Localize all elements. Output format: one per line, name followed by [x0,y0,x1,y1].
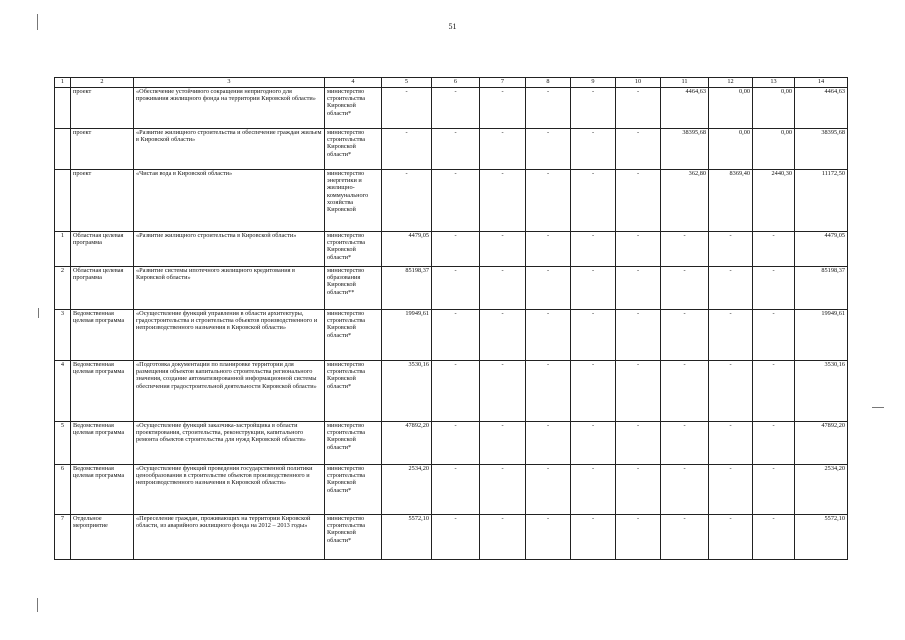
amount-cell: - [571,422,616,465]
amount-cell: - [709,310,753,361]
amount-cell: 38395,68 [661,129,709,170]
program-type: проект [71,129,134,170]
responsible-ministry: министерство строительства Кировской области* [325,361,382,422]
program-name: «Чистая вода в Кировской области» [134,170,325,232]
amount-cell: - [526,232,571,267]
amount-cell: - [753,361,795,422]
amount-cell: - [432,88,480,129]
column-number-11: 11 [661,78,709,88]
amount-cell: 8369,40 [709,170,753,232]
column-number-7: 7 [480,78,526,88]
amount-cell: 4479,05 [795,232,848,267]
amount-cell: 19949,61 [382,310,432,361]
amount-cell: - [526,170,571,232]
amount-cell: - [709,515,753,560]
column-number-14: 14 [795,78,848,88]
amount-cell: - [382,170,432,232]
amount-cell: - [661,515,709,560]
program-name: «Развитие системы ипотечного жилищного кредитования в Кировской области» [134,267,325,310]
amount-cell: 11172,50 [795,170,848,232]
amount-cell: - [480,129,526,170]
amount-cell: - [709,422,753,465]
amount-cell: - [432,465,480,515]
amount-cell: - [616,422,661,465]
amount-cell: - [526,361,571,422]
amount-cell: - [571,88,616,129]
program-type: Ведомственная целевая программа [71,422,134,465]
column-number-1: 1 [55,78,71,88]
amount-cell: - [571,361,616,422]
amount-cell: - [480,515,526,560]
amount-cell: 2534,20 [795,465,848,515]
amount-cell: 2534,20 [382,465,432,515]
program-name: «Осуществление функций заказчика-застройщика в области проектирования, строительства, реконструкции, капитального ремонта объектов строительства для нужд Кировской области» [134,422,325,465]
amount-cell: - [661,422,709,465]
amount-cell: - [432,361,480,422]
amount-cell: - [382,129,432,170]
program-type: проект [71,170,134,232]
program-type: Областная целевая программа [71,267,134,310]
table-row [55,361,848,422]
program-type: Ведомственная целевая программа [71,310,134,361]
row-number [55,129,71,170]
amount-cell: - [432,515,480,560]
row-number: 7 [55,515,71,560]
amount-cell: - [526,515,571,560]
column-number-4: 4 [325,78,382,88]
table-row [55,232,848,267]
amount-cell: - [616,232,661,267]
amount-cell: 0,00 [709,129,753,170]
amount-cell: - [432,129,480,170]
amount-cell: 3530,16 [382,361,432,422]
amount-cell: - [526,88,571,129]
table-row [55,88,848,129]
amount-cell: - [616,88,661,129]
table-row [55,310,848,361]
table-row [55,515,848,560]
amount-cell: 0,00 [709,88,753,129]
amount-cell: - [480,361,526,422]
responsible-ministry: министерство строительства Кировской области* [325,129,382,170]
amount-cell: - [526,267,571,310]
amount-cell: 19949,61 [795,310,848,361]
amount-cell: - [526,129,571,170]
column-number-5: 5 [382,78,432,88]
amount-cell: - [753,515,795,560]
program-type: Ведомственная целевая программа [71,465,134,515]
responsible-ministry: министерство строительства Кировской области* [325,88,382,129]
program-name: «Осуществление функций проведения государственной политики ценообразования в строительстве объектов производственного и непроизводственного назначения в Кировской области» [134,465,325,515]
row-number: 4 [55,361,71,422]
table-row [55,422,848,465]
table-row [55,465,848,515]
amount-cell: 2440,30 [753,170,795,232]
column-number-3: 3 [134,78,325,88]
amount-cell: 47892,20 [382,422,432,465]
row-number: 6 [55,465,71,515]
amount-cell: - [709,361,753,422]
table-row [55,170,848,232]
column-number-6: 6 [432,78,480,88]
responsible-ministry: министерство строительства Кировской области* [325,422,382,465]
amount-cell: 47892,20 [795,422,848,465]
amount-cell: - [661,310,709,361]
amount-cell: - [432,422,480,465]
responsible-ministry: министерство строительства Кировской области* [325,465,382,515]
amount-cell: 4464,63 [795,88,848,129]
amount-cell: - [480,465,526,515]
amount-cell: - [432,232,480,267]
amount-cell: - [753,267,795,310]
amount-cell: - [616,170,661,232]
amount-cell: - [661,232,709,267]
amount-cell: - [571,129,616,170]
amount-cell: - [753,232,795,267]
amount-cell: - [753,422,795,465]
program-name: «Развитие жилищного строительства в Кировской области» [134,232,325,267]
row-number: 1 [55,232,71,267]
program-name: «Обеспечение устойчивого сокращения непригодного для проживания жилищного фонда на территории Кировской области» [134,88,325,129]
amount-cell: - [616,465,661,515]
row-number: 5 [55,422,71,465]
amount-cell: - [571,170,616,232]
program-type: Отдельное мероприятие [71,515,134,560]
column-number-row [55,78,848,88]
program-name: «Переселение граждан, проживающих на территории Кировской области, из аварийного жилищного фонда на 2012 – 2013 годы» [134,515,325,560]
amount-cell: - [526,422,571,465]
scan-mark-middle [38,308,39,318]
amount-cell: 0,00 [753,88,795,129]
responsible-ministry: министерство строительства Кировской области* [325,232,382,267]
column-number-2: 2 [71,78,134,88]
amount-cell: - [616,129,661,170]
amount-cell: 0,00 [753,129,795,170]
amount-cell: - [709,465,753,515]
responsible-ministry: министерство энергетики и жилищно-коммунального хозяйства Кировской [325,170,382,232]
amount-cell: - [571,267,616,310]
row-number: 2 [55,267,71,310]
amount-cell: 5572,10 [382,515,432,560]
responsible-ministry: министерство образования Кировской области** [325,267,382,310]
amount-cell: - [753,465,795,515]
amount-cell: - [480,232,526,267]
amount-cell: - [616,515,661,560]
amount-cell: - [480,422,526,465]
amount-cell: - [432,170,480,232]
amount-cell: - [616,310,661,361]
row-number: 3 [55,310,71,361]
program-type: Областная целевая программа [71,232,134,267]
amount-cell: - [753,310,795,361]
program-type: Ведомственная целевая программа [71,361,134,422]
row-number [55,88,71,129]
amount-cell: - [661,361,709,422]
amount-cell: - [571,310,616,361]
amount-cell: - [480,88,526,129]
amount-cell: - [432,267,480,310]
table-row [55,267,848,310]
amount-cell: - [661,465,709,515]
amount-cell: - [526,310,571,361]
amount-cell: 4479,05 [382,232,432,267]
program-name: «Развитие жилищного строительства и обеспечение граждан жильем в Кировской области» [134,129,325,170]
row-number [55,170,71,232]
responsible-ministry: министерство строительства Кировской области* [325,310,382,361]
amount-cell: 4464,63 [661,88,709,129]
column-number-8: 8 [526,78,571,88]
budget-table [54,77,848,560]
program-name: «Подготовка документации по планировке территории для размещения объектов капитального строительства регионального значения, создание автоматизированной информационной системы обеспечения градостроительной деятельности Кировской области» [134,361,325,422]
scan-mark-right [872,407,884,408]
column-number-9: 9 [571,78,616,88]
amount-cell: - [480,170,526,232]
amount-cell: - [661,267,709,310]
column-number-10: 10 [616,78,661,88]
amount-cell: 38395,68 [795,129,848,170]
column-number-13: 13 [753,78,795,88]
amount-cell: - [526,465,571,515]
amount-cell: - [709,232,753,267]
amount-cell: - [571,515,616,560]
table-row [55,129,848,170]
amount-cell: - [571,232,616,267]
amount-cell: - [382,88,432,129]
amount-cell: - [616,361,661,422]
amount-cell: - [709,267,753,310]
responsible-ministry: министерство строительства Кировской области* [325,515,382,560]
amount-cell: 85198,37 [795,267,848,310]
amount-cell: 3530,16 [795,361,848,422]
amount-cell: - [480,310,526,361]
column-number-12: 12 [709,78,753,88]
scan-mark-top [37,14,38,30]
program-type: проект [71,88,134,129]
scan-mark-bottom [37,598,38,612]
amount-cell: - [616,267,661,310]
amount-cell: 85198,37 [382,267,432,310]
amount-cell: - [432,310,480,361]
program-name: «Осуществление функций управления в области архитектуры, градостроительства и строительства объектов производственного и непроизводственного назначения в Кировской области» [134,310,325,361]
amount-cell: - [480,267,526,310]
amount-cell: 362,80 [661,170,709,232]
amount-cell: - [571,465,616,515]
amount-cell: 5572,10 [795,515,848,560]
page-number: 51 [448,22,457,31]
